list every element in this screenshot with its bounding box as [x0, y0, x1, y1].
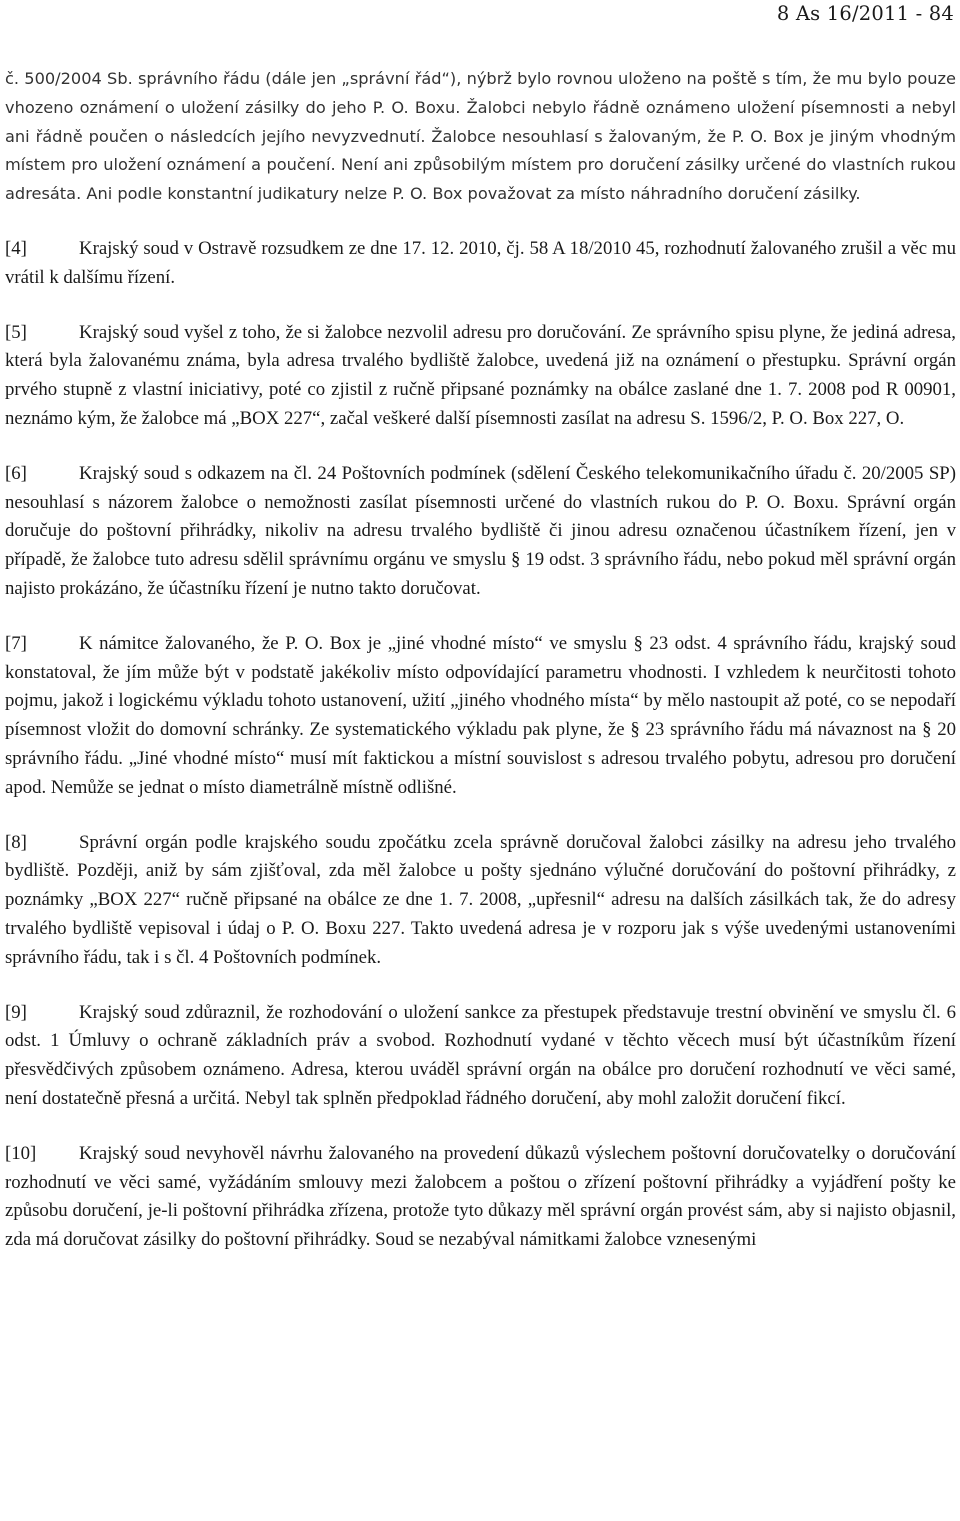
paragraph-text: Krajský soud vyšel z toho, že si žalobce nezvolil adresu pro doručování. Ze správního spisu plyne, že jediná adresa, která byla žalovanému známa, byla adresa trvalého bydliště žalobce, uvedená již na oznámení o přestupku. Správní orgán prvého stupně z vlastní iniciativy, poté co zjistil z ručně připsané poznámky na obálce zaslané dne 1. 7. 2008 pod R 00901, neznámo kým, že žalobce má „BOX 227“, začal veškeré další písemnosti zasílat na adresu S. 1596/2, P. O. Box 227, O. — [5, 321, 956, 429]
paragraph-number: [6] — [5, 462, 27, 484]
paragraph-text: Krajský soud v Ostravě rozsudkem ze dne 17. 12. 2010, čj. 58 A 18/2010 45, rozhodnutí žalovaného zrušil a věc mu vrátil k dalšímu řízení. — [5, 237, 956, 288]
document-body — [5, 65, 956, 1281]
page-header-case-number: 8 As 16/2011 - 84 — [776, 2, 954, 25]
paragraph-number: [4] — [5, 237, 27, 259]
paragraph-continuation — [5, 65, 956, 209]
paragraph-7 — [5, 630, 956, 803]
paragraph-text: Správní orgán podle krajského soudu zpočátku zcela správně doručoval žalobci zásilky na adresu jeho trvalého bydliště. Později, aniž by sám zjišťoval, zda měl žalobce u pošty sjednáno výlučné doručování do poštovní přihrádky, z poznámky „BOX 227“ ručně připsané na obálce ze dne 1. 7. 2008, „upřesnil“ adresu na dalších zásilkách tak, že do adresy trvalého bydliště vepisoval i údaj o P. O. Boxu 227. Takto uvedená adresa je v rozporu jak s výše uvedenými ustanoveními správního řádu, tak i s čl. 4 Poštovních podmínek. — [5, 831, 956, 968]
paragraph-number: [9] — [5, 1001, 27, 1023]
paragraph-6 — [5, 460, 956, 604]
paragraph-text: č. 500/2004 Sb. správního řádu (dále jen „správní řád“), nýbrž bylo rovnou uloženo na poště s tím, že mu bylo pouze vhozeno oznámení o uložení zásilky do jeho P. O. Boxu. Žalobci nebylo řádně oznámeno uložení písemnosti a nebyl ani řádně poučen o následcích jejího nevyzvednutí. Žalobce nesouhlasí s žalovaným, že P. O. Box je jiným vhodným místem pro uložení oznámení a poučení. Není ani způsobilým místem pro doručení zásilky určené do vlastních rukou adresáta. Ani podle konstantní judikatury nelze P. O. Box považovat za místo náhradního doručení zásilky. — [5, 69, 956, 204]
paragraph-5 — [5, 319, 956, 434]
paragraph-number: [5] — [5, 321, 27, 343]
paragraph-text: Krajský soud zdůraznil, že rozhodování o uložení sankce za přestupek představuje trestní obvinění ve smyslu čl. 6 odst. 1 Úmluvy o ochraně základních práv a svobod. Rozhodnutí vydané v těchto věcech musí být účastníkům řízení přesvědčivých způsobem oznámeno. Adresa, kterou uváděl správní orgán na obálce pro doručení rozhodnutí ve věci samé, není dostatečně přesná a určitá. Nebyl tak splněn předpoklad řádného doručení, aby mohl založit doručení fikcí. — [5, 1001, 956, 1109]
paragraph-number: [10] — [5, 1142, 37, 1164]
paragraph-text: K námitce žalovaného, že P. O. Box je „jiné vhodné místo“ ve smyslu § 23 odst. 4 správního řádu, krajský soud konstatoval, že jím může být v podstatě jakékoliv místo odpovídající parametru vhodnosti. I vzhledem k neurčitosti tohoto pojmu, jakož i logickému výkladu tohoto ustanovení, užití „jiného vhodného místa“ by mělo nastoupit až poté, co se nepodaří písemnost vložit do domovní schránky. Ze systematického výkladu pak plyne, že § 23 správního řádu má návaznost na § 20 správního řádu. „Jiné vhodné místo“ musí mít faktickou a místní souvislost s adresou trvalého pobytu, adresou pro doručení apod. Nemůže se jednat o místo diametrálně místně odlišné. — [5, 632, 956, 798]
paragraph-text: Krajský soud nevyhověl návrhu žalovaného na provedení důkazů výslechem poštovní doručovatelky o doručování rozhodnutí ve věci samé, vyžádáním smlouvy mezi žalobcem a poštou o zřízení poštovní přihrádky a vyjádření pošty ke způsobu doručení, je-li poštovní přihrádka zřízena, protože tyto důkazy měl správní orgán provést sám, aby si najisto objasnil, zda má doručovat zásilky do poštovní přihrádky. Soud se nezabýval námitkami žalobce vznesenými — [5, 1142, 956, 1251]
paragraph-10 — [5, 1140, 956, 1255]
paragraph-number: [8] — [5, 831, 27, 853]
paragraph-text: Krajský soud s odkazem na čl. 24 Poštovních podmínek (sdělení Českého telekomunikačního úřadu č. 20/2005 SP) nesouhlasí s názorem žalobce o nemožnosti zasílat písemnosti určené do vlastních rukou do P. O. Boxu. Správní orgán doručuje do poštovní přihrádky, nikoliv na adresu trvalého bydliště či jinou adresu označenou účastníkem řízení, jen v případě, že žalobce tuto adresu sdělil správnímu orgánu ve smyslu § 19 odst. 3 správního řádu, nebo pokud měl správní orgán najisto prokázáno, že účastníku řízení je nutno takto doručovat. — [5, 462, 956, 599]
paragraph-number: [7] — [5, 632, 27, 654]
paragraph-8 — [5, 829, 956, 973]
paragraph-4 — [5, 235, 956, 293]
paragraph-9 — [5, 999, 956, 1114]
